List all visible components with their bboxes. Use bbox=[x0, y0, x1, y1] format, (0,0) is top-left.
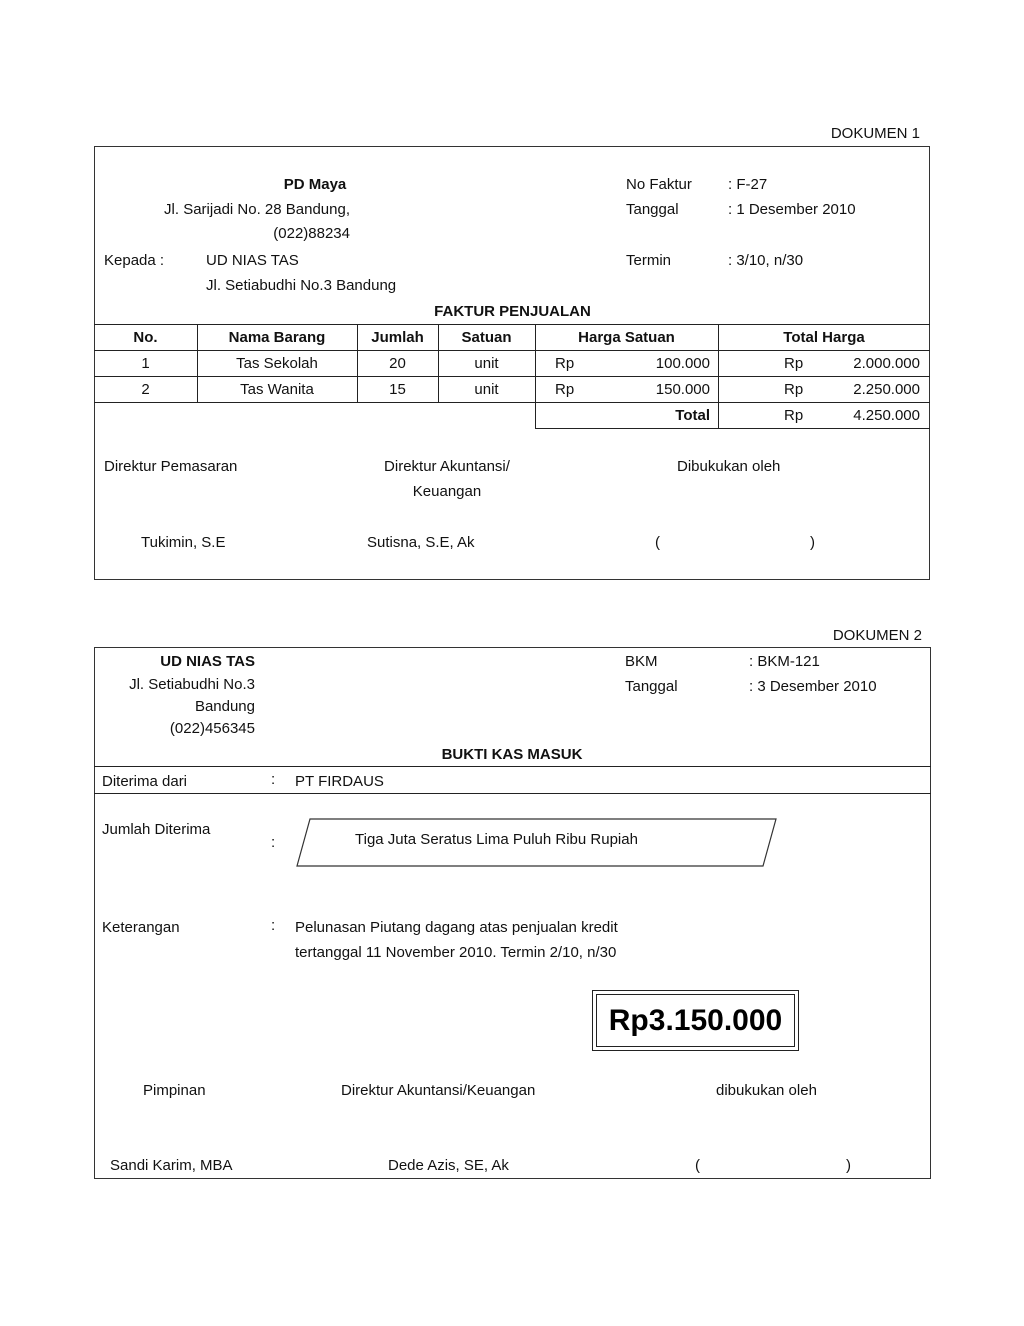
doc2-tanggal-value: : 3 Desember 2010 bbox=[749, 678, 877, 695]
doc1-sig3-title: Dibukukan oleh bbox=[677, 458, 781, 475]
doc1-sig3-close-paren: ) bbox=[810, 534, 815, 551]
total-currency: Rp bbox=[784, 407, 804, 424]
doc2-company-city: Bandung bbox=[194, 698, 255, 715]
table-line bbox=[94, 324, 930, 325]
col-header-nama-barang: Nama Barang bbox=[228, 329, 326, 346]
cell-total-harga: 2.250.000 bbox=[853, 381, 920, 398]
cell-harga-currency: Rp bbox=[555, 381, 575, 398]
cell-total-currency: Rp bbox=[784, 355, 804, 372]
doc2-sig2-title: Direktur Akuntansi/Keuangan bbox=[341, 1082, 536, 1099]
doc1-company-name: PD Maya bbox=[283, 176, 347, 193]
doc2-bkm-value: : BKM-121 bbox=[749, 653, 820, 670]
col-header-satuan: Satuan bbox=[461, 329, 512, 346]
doc1-sig2-name: Sutisna, S.E, Ak bbox=[367, 534, 475, 551]
cell-nama-barang: Tas Sekolah bbox=[236, 355, 318, 372]
table-line bbox=[94, 350, 930, 351]
cell-total-harga: 2.000.000 bbox=[853, 355, 920, 372]
doc1-company-address: Jl. Sarijadi No. 28 Bandung, bbox=[164, 201, 350, 218]
doc1-company-phone: (022)88234 bbox=[273, 225, 350, 242]
diterima-value: PT FIRDAUS bbox=[295, 773, 384, 790]
diterima-label: Diterima dari bbox=[102, 773, 188, 790]
cell-harga-currency: Rp bbox=[555, 355, 575, 372]
cell-jumlah: 15 bbox=[389, 381, 406, 398]
table-line bbox=[535, 428, 930, 429]
doc1-tanggal-label: Tanggal bbox=[626, 201, 679, 218]
jumlah-label: Jumlah Diterima bbox=[102, 821, 211, 838]
doc1-kepada-name: UD NIAS TAS bbox=[206, 252, 299, 269]
keterangan-line-1: Pelunasan Piutang dagang atas penjualan kredit bbox=[295, 919, 618, 936]
col-header-no: No. bbox=[133, 329, 158, 346]
col-header-jumlah: Jumlah bbox=[371, 329, 424, 346]
jumlah-colon: : bbox=[271, 834, 276, 851]
doc2-company-address: Jl. Setiabudhi No.3 bbox=[129, 676, 255, 693]
doc2-sig1-title: Pimpinan bbox=[143, 1082, 206, 1099]
cell-no: 1 bbox=[141, 355, 150, 372]
doc2-company-name: UD NIAS TAS bbox=[160, 653, 255, 670]
cell-total-currency: Rp bbox=[784, 381, 804, 398]
doc1-sig1-name: Tukimin, S.E bbox=[141, 534, 226, 551]
doc1-no-faktur-value: : F-27 bbox=[728, 176, 768, 193]
doc2-sig3-title: dibukukan oleh bbox=[716, 1082, 817, 1099]
amount-value: Rp3.150.000 bbox=[596, 994, 795, 1047]
doc1-label: DOKUMEN 1 bbox=[830, 125, 920, 142]
divider-line bbox=[94, 793, 931, 794]
cell-no: 2 bbox=[141, 381, 150, 398]
diterima-colon: : bbox=[271, 771, 276, 788]
doc1-kepada-label: Kepada : bbox=[104, 252, 165, 269]
table-line bbox=[94, 402, 930, 403]
table-line bbox=[94, 376, 930, 377]
doc2-title: BUKTI KAS MASUK bbox=[441, 746, 583, 763]
doc1-no-faktur-label: No Faktur bbox=[626, 176, 692, 193]
keterangan-line-2: tertanggal 11 November 2010. Termin 2/10, n/30 bbox=[295, 944, 617, 961]
doc1-tanggal-value: : 1 Desember 2010 bbox=[728, 201, 856, 218]
doc2-label: DOKUMEN 2 bbox=[832, 627, 922, 644]
doc1-title: FAKTUR PENJUALAN bbox=[434, 303, 591, 320]
amount-box bbox=[592, 990, 799, 1051]
doc1-termin-label: Termin bbox=[626, 252, 672, 269]
cell-satuan: unit bbox=[474, 381, 499, 398]
doc1-termin-value: : 3/10, n/30 bbox=[728, 252, 804, 269]
doc1-kepada-address: Jl. Setiabudhi No.3 Bandung bbox=[206, 277, 397, 294]
keterangan-colon: : bbox=[271, 917, 276, 934]
doc1-sig1-title: Direktur Pemasaran bbox=[104, 458, 238, 475]
col-header-harga-satuan: Harga Satuan bbox=[578, 329, 675, 346]
cell-jumlah: 20 bbox=[389, 355, 406, 372]
col-header-total-harga: Total Harga bbox=[783, 329, 865, 346]
doc2-sig3-close-paren: ) bbox=[846, 1157, 851, 1174]
cell-satuan: unit bbox=[474, 355, 499, 372]
keterangan-label: Keterangan bbox=[102, 919, 180, 936]
cell-nama-barang: Tas Wanita bbox=[240, 381, 314, 398]
cell-harga-satuan: 150.000 bbox=[655, 381, 710, 398]
doc1-sig3-open-paren: ( bbox=[655, 534, 660, 551]
doc2-company-phone: (022)456345 bbox=[169, 720, 255, 737]
doc1-sig2-title: Direktur Akuntansi/ bbox=[384, 458, 510, 475]
total-value: 4.250.000 bbox=[853, 407, 920, 424]
doc1-sig2-title-cont: Keuangan bbox=[412, 483, 482, 500]
doc2-sig1-name: Sandi Karim, MBA bbox=[110, 1157, 233, 1174]
divider-line bbox=[94, 766, 931, 767]
doc2-sig2-name: Dede Azis, SE, Ak bbox=[388, 1157, 509, 1174]
doc2-tanggal-label: Tanggal bbox=[625, 678, 678, 695]
cell-harga-satuan: 100.000 bbox=[655, 355, 710, 372]
jumlah-value: Tiga Juta Seratus Lima Puluh Ribu Rupiah bbox=[355, 831, 638, 848]
doc2-bkm-label: BKM bbox=[625, 653, 658, 670]
doc2-sig3-open-paren: ( bbox=[695, 1157, 700, 1174]
total-label: Total bbox=[675, 407, 710, 424]
